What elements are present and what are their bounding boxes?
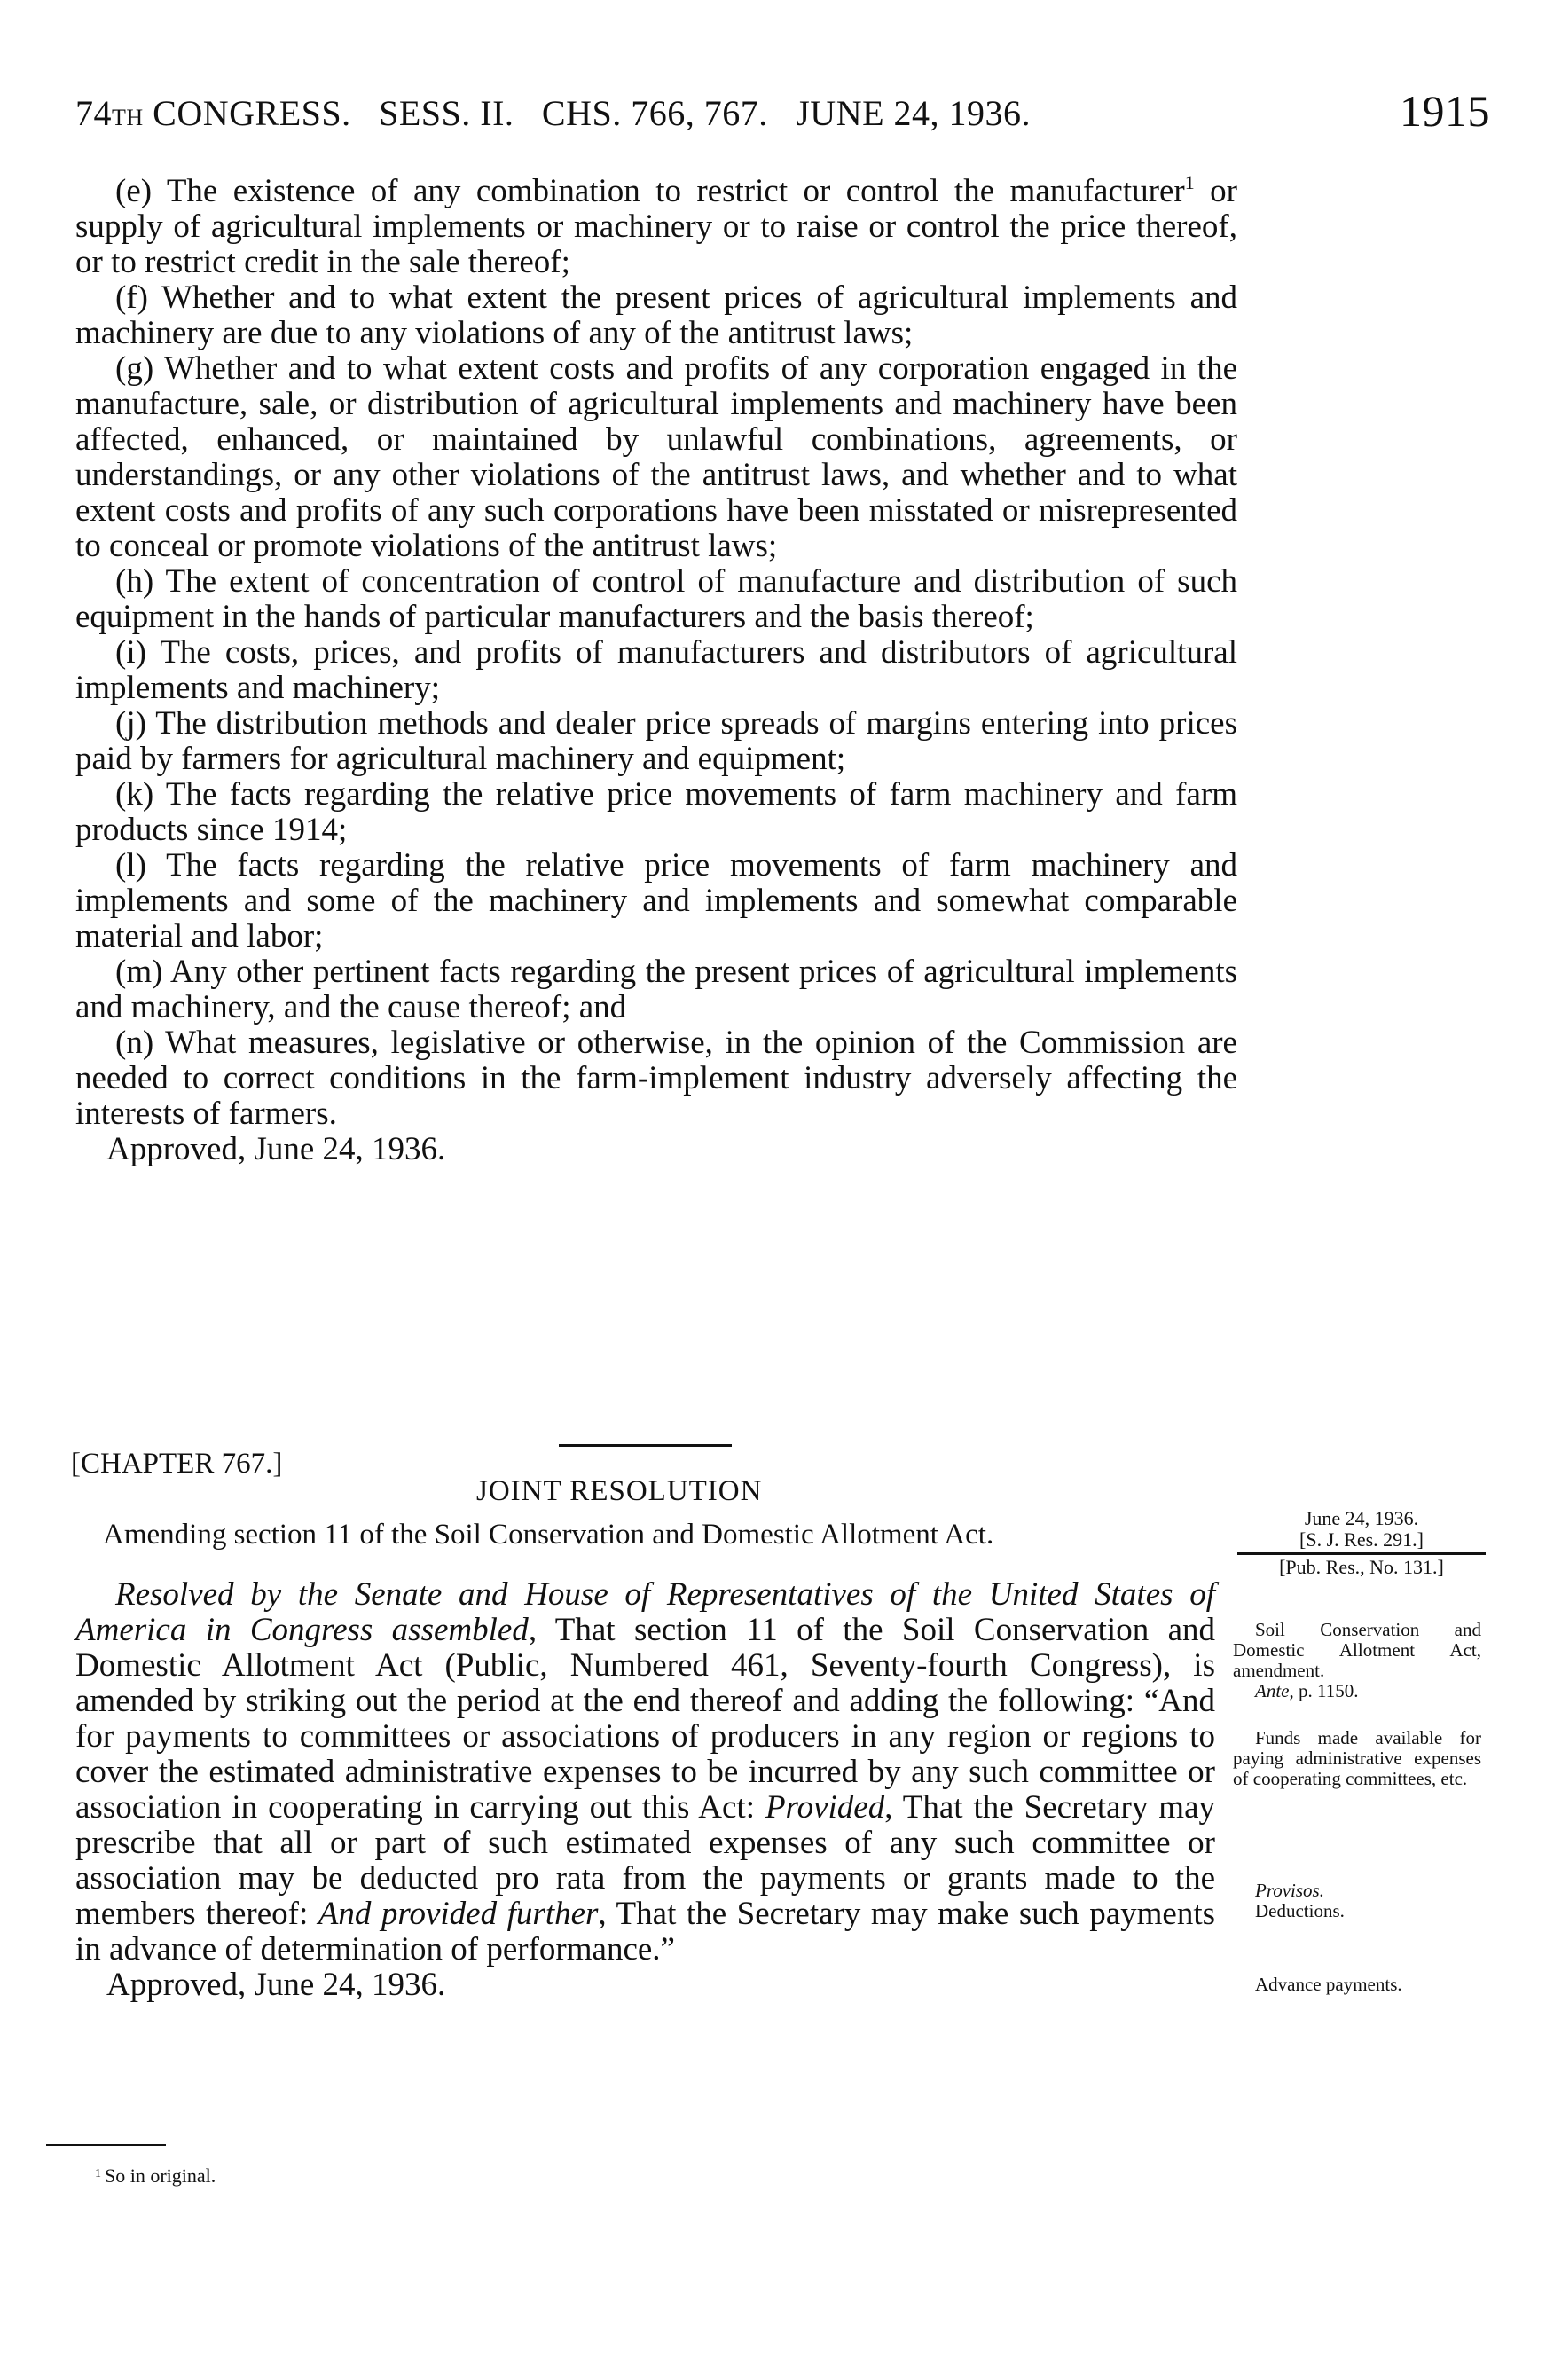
- margin-note-funds: [1233, 1728, 1481, 1789]
- paragraph-g: [75, 351, 1237, 564]
- chapter-766-body: [75, 171, 1237, 1167]
- margin-note-advance-payments: [1233, 1975, 1481, 1995]
- approved-line-767: Approved, June 24, 1936.: [106, 1967, 446, 2003]
- chapter-767-body: [75, 1577, 1215, 2003]
- paragraph-i: [75, 635, 1237, 706]
- paragraph-e: [75, 171, 1237, 280]
- side-citation: [1237, 1508, 1486, 1578]
- paragraph-n: [75, 1025, 1237, 1132]
- paragraph-label: (g): [115, 350, 154, 387]
- joint-resolution-title: JOINT RESOLUTION: [476, 1475, 763, 1507]
- running-head-title: [75, 92, 1031, 134]
- footnote: [95, 2164, 216, 2188]
- paragraph-label: (f): [115, 279, 148, 316]
- paragraph-text: Whether and to what extent costs and profits of any corporation engaged in the manufacture, sale, or distribution of agricultural implements and machinery have been affected, enhanced, or maintained by unlawful combinations, agreements, or understandings, or any other violations of the antitrust laws, and whether and to what extent costs and profits of any such corporations have been misstated or misrepresented to conceal or promote violations of the antitrust laws;: [75, 350, 1237, 564]
- paragraph-label: (k): [115, 776, 154, 813]
- paragraph-text: The facts regarding the relative price movements of farm machinery and farm products since 1914;: [75, 776, 1237, 848]
- paragraph-text: The facts regarding the relative price movements of farm machinery and implements and some of the machinery and implements and somewhat comparable material and labor;: [75, 847, 1237, 954]
- paragraph-label: (n): [115, 1025, 154, 1061]
- paragraph-j: [75, 706, 1237, 777]
- resolution-text: [75, 1577, 1215, 1968]
- paragraph-text: The extent of concentration of control of manufacture and distribution of such equipment in the hands of particular manufacturers and the basis thereof;: [75, 563, 1237, 635]
- running-head-text: CONGRESS. SESS. II. CHS. 766, 767. JUNE 24, 1936.: [143, 93, 1032, 133]
- margin-note-text: Funds made available for paying administrative expenses of cooperating committees, etc.: [1233, 1727, 1481, 1789]
- proviso-1: Provided: [765, 1789, 885, 1826]
- chapter-label: [CHAPTER 767.]: [71, 1448, 283, 1480]
- footnote-rule: [46, 2144, 166, 2146]
- paragraph-label: (h): [115, 563, 154, 600]
- resolution-body-part-2: , That the Secretary may prescribe that all or part of such estimated expenses of any such committee or association may be deducted pro rata from the payments or grants made to the members thereof:: [75, 1789, 1216, 1932]
- paragraph-label: (m): [115, 954, 163, 990]
- paragraph-label: (l): [115, 847, 146, 884]
- margin-note-soil-conservation: [1233, 1620, 1481, 1701]
- margin-note-text: Soil Conservation and Domestic Allotment Act, amendment.: [1233, 1619, 1481, 1681]
- footnote-text: So in original.: [105, 2164, 216, 2187]
- paragraph-text: Whether and to what extent the present prices of agricultural implements and machinery are due to any violations of any of the antitrust laws;: [75, 279, 1237, 351]
- paragraph-text: or supply of agricultural implements or machinery or to raise or control the price thereof, or to restrict credit in the sale thereof;: [75, 173, 1237, 280]
- running-head: [75, 86, 1490, 145]
- joint-resolution-subtitle: Amending section 11 of the Soil Conservation and Domestic Allotment Act.: [103, 1519, 994, 1551]
- paragraph-text: The costs, prices, and profits of manufacturers and distributors of agricultural implements and machinery;: [75, 634, 1237, 706]
- margin-note-provisos: [1233, 1881, 1481, 1921]
- footnote-mark: 1: [95, 2167, 101, 2180]
- paragraph-label: (j): [115, 705, 146, 742]
- citation-public-resolution: [Pub. Res., No. 131.]: [1279, 1556, 1444, 1578]
- paragraph-h: [75, 564, 1237, 635]
- page-number: 1915: [1400, 86, 1490, 136]
- provisos-label: Provisos.: [1255, 1880, 1324, 1901]
- citation-bill: [S. J. Res. 291.]: [1299, 1528, 1424, 1551]
- ante-reference[interactable]: , p. 1150.: [1289, 1680, 1359, 1701]
- footnote-reference[interactable]: 1: [1184, 171, 1195, 193]
- chapter-separator-rule: [559, 1444, 732, 1447]
- resolution-body-part-3: , That the Secretary may make such payments in advance of determination of performance.”: [75, 1896, 1216, 1968]
- advance-payments-label: Advance payments.: [1255, 1974, 1402, 1995]
- paragraph-label: (e): [115, 173, 153, 209]
- paragraph-text: The existence of any combination to restrict or control the manufacturer: [166, 173, 1185, 209]
- paragraph-l: [75, 848, 1237, 954]
- congress-suffix: TH: [112, 105, 144, 130]
- paragraph-m: [75, 954, 1237, 1025]
- proviso-2: And provided further: [318, 1896, 599, 1932]
- paragraph-text: What measures, legislative or otherwise, in the opinion of the Commission are needed to correct conditions in the farm-implement industry adversely affecting the interests of farmers.: [75, 1025, 1237, 1132]
- congress-number: 74: [75, 93, 112, 133]
- ante-label: Ante: [1255, 1680, 1290, 1701]
- paragraph-k: [75, 777, 1237, 848]
- citation-date: June 24, 1936.: [1304, 1507, 1419, 1529]
- paragraph-f: [75, 280, 1237, 351]
- deductions-label: Deductions.: [1255, 1900, 1345, 1921]
- paragraph-text: Any other pertinent facts regarding the present prices of agricultural implements and machinery, and the cause thereof; and: [75, 954, 1237, 1025]
- paragraph-text: The distribution methods and dealer price spreads of margins entering into prices paid by farmers for agricultural machinery and equipment;: [75, 705, 1237, 777]
- paragraph-label: (i): [115, 634, 146, 671]
- enacting-clause: Resolved by the Senate and House of Representatives of the United States of America in Congress assembled: [75, 1576, 1215, 1648]
- approved-line-766: Approved, June 24, 1936.: [106, 1131, 446, 1167]
- resolution-body-part-1: , That section 11 of the Soil Conservation and Domestic Allotment Act (Public, Numbered 461, Seventy-fourth Congress), is amended by striking out the period at the end thereof and adding the following: “And for payments to committees or associations of producers in any region or regions to cover the estimated administrative expenses to be incurred by any such committee or association in cooperating in carrying out this Act:: [75, 1612, 1215, 1826]
- citation-rule: [1237, 1552, 1486, 1555]
